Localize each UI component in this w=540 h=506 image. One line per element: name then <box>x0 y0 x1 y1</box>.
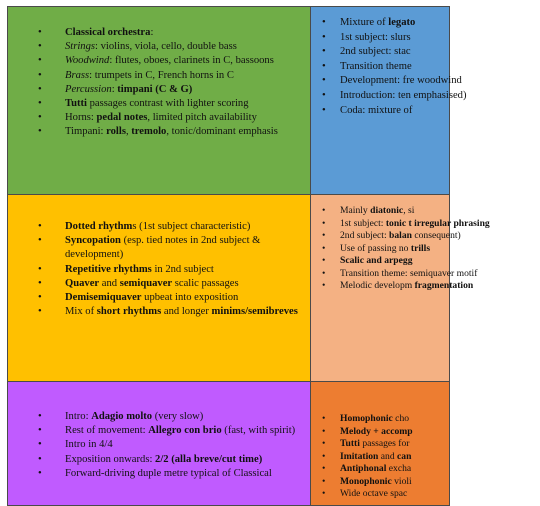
list-item <box>38 263 298 277</box>
item-text: Transition theme: semiquaver motif <box>340 267 478 279</box>
item-text: fragmentation <box>414 280 474 291</box>
item-text: Syncopation <box>65 235 121 247</box>
item-text: Mixture of <box>340 17 389 28</box>
list-item <box>322 242 540 256</box>
bullet-icon: • <box>322 46 326 58</box>
item-text: Transition theme <box>340 60 412 72</box>
instrumentation-list <box>8 26 310 140</box>
bullet-icon: • <box>38 439 42 451</box>
item-text: : flutes, oboes, clarinets in C, bassoons <box>109 55 274 67</box>
item-text: can <box>397 450 412 462</box>
item-text: : <box>150 27 154 38</box>
bullet-icon: • <box>322 475 326 487</box>
cell-tempo-metre <box>7 381 311 506</box>
list-item <box>322 280 540 293</box>
item-text: Monophonic <box>340 475 392 487</box>
item-text: Introduction: ten emphasised) <box>340 89 467 101</box>
bullet-icon: • <box>322 425 326 437</box>
item-text: Homophonic <box>340 413 393 424</box>
item-text: , limited pitch availability <box>147 112 257 124</box>
list-item <box>322 255 540 268</box>
item-text: (very slow) <box>152 411 204 422</box>
bullet-icon: • <box>322 60 326 72</box>
bullet-icon: • <box>322 242 326 254</box>
item-text: and <box>378 450 398 462</box>
bullet-icon: • <box>322 205 326 216</box>
list-item <box>322 89 540 104</box>
bullet-icon: • <box>38 55 42 67</box>
list-item <box>38 277 298 291</box>
bullet-icon: • <box>322 104 326 116</box>
bullet-icon: • <box>38 263 42 275</box>
bullet-icon: • <box>38 411 42 422</box>
list-item <box>322 463 540 476</box>
list-item <box>38 467 298 481</box>
bullet-icon: • <box>322 267 326 279</box>
item-text: Dotted rhythm <box>65 221 133 232</box>
item-text: Intro in 4/4 <box>65 439 113 451</box>
bullet-icon: • <box>322 17 326 28</box>
item-text: Mainly <box>340 205 371 216</box>
list-item <box>38 111 298 125</box>
bullet-icon: • <box>322 438 326 449</box>
list-item <box>322 488 540 501</box>
item-text: passages for <box>359 438 410 449</box>
bullet-icon: • <box>322 75 326 87</box>
list-item <box>322 104 540 119</box>
list-item <box>322 205 540 218</box>
item-text: pedal notes <box>96 112 148 124</box>
item-text: excha <box>386 463 412 474</box>
list-item <box>38 305 298 319</box>
cell-instrumentation <box>7 6 311 195</box>
item-text: 2nd subject: <box>340 230 390 241</box>
item-text: trills <box>410 242 431 254</box>
item-text: irregular phrasing <box>414 217 490 229</box>
bullet-icon: • <box>38 425 42 437</box>
item-text: Strings <box>65 41 96 53</box>
item-text: short rhythms <box>96 306 162 318</box>
item-text: Wide octave spac <box>340 488 408 499</box>
list-item <box>322 230 540 243</box>
item-text: Scalic and arpegg <box>340 255 413 266</box>
item-text: : <box>111 83 118 95</box>
bullet-icon: • <box>38 292 42 304</box>
item-text: Classical orchestra <box>65 27 151 38</box>
item-text: Adagio molto <box>91 411 153 422</box>
item-text: Rest of movement: <box>65 425 149 437</box>
list-item <box>322 45 540 60</box>
list-item <box>322 413 540 426</box>
list-item <box>38 40 298 54</box>
list-item <box>38 291 298 305</box>
item-text: 1st subject: <box>340 217 386 229</box>
bullet-icon: • <box>38 221 42 232</box>
list-item <box>322 450 540 464</box>
list-item <box>38 26 298 40</box>
item-text: scalic passages <box>172 277 239 289</box>
item-text: Melody + accomp <box>340 425 413 437</box>
bullet-icon: • <box>38 453 42 465</box>
list-item <box>322 425 540 439</box>
item-text: Allegro con brio <box>148 425 222 437</box>
melody-list <box>311 205 540 293</box>
bullet-icon: • <box>322 280 326 291</box>
bullet-icon: • <box>322 463 326 474</box>
item-text: Development: fre woodwind <box>340 75 462 87</box>
list-item <box>38 220 298 234</box>
item-text: Forward-driving duple metre typical of Classical <box>65 467 272 479</box>
list-item <box>38 54 298 68</box>
list-item <box>322 267 540 281</box>
item-text: Exposition onwards: <box>65 453 156 465</box>
item-text: 2/2 (alla breve/cut time) <box>155 453 263 465</box>
bullet-icon: • <box>38 27 42 38</box>
item-text: Intro: <box>65 411 92 422</box>
cell-articulation <box>310 6 467 195</box>
bullet-icon: • <box>38 69 42 81</box>
list-item <box>322 438 540 451</box>
item-text: Repetitive rhythms <box>65 263 152 275</box>
item-text: Mix of <box>65 306 97 318</box>
list-item <box>322 475 540 489</box>
item-text: legato <box>388 17 416 28</box>
texture-list <box>311 413 540 501</box>
item-text: : trumpets in C, French horns in C <box>89 69 234 81</box>
item-text: minims/semibreves <box>211 306 298 318</box>
item-text: rolls <box>106 126 126 138</box>
item-text: 2nd subject: stac <box>340 46 411 58</box>
item-text: violi <box>391 475 412 487</box>
bullet-icon: • <box>322 31 326 43</box>
item-text: Antiphonal <box>340 463 387 474</box>
item-text: Tutti <box>340 438 360 449</box>
item-text: Woodwind <box>65 55 110 67</box>
bullet-icon: • <box>38 235 42 247</box>
item-text: Coda: mixture of <box>340 104 413 116</box>
item-text: : violins, viola, cello, double bass <box>95 41 237 53</box>
item-text: in 2nd subject <box>151 263 214 275</box>
bullet-icon: • <box>38 467 42 479</box>
bullet-icon: • <box>322 217 326 229</box>
item-text: consequent) <box>411 230 461 241</box>
articulation-list <box>311 16 540 118</box>
item-text: diatonic <box>370 205 404 216</box>
bullet-icon: • <box>322 255 326 266</box>
item-text: Timpani: <box>65 126 107 138</box>
item-text: and <box>99 277 120 289</box>
item-text: Horns: <box>65 112 97 124</box>
list-item <box>322 60 540 75</box>
bullet-icon: • <box>38 41 42 53</box>
item-text: cho <box>392 413 410 424</box>
item-text: tremolo <box>131 126 167 138</box>
item-text: , <box>125 126 132 138</box>
list-item <box>38 69 298 83</box>
bullet-icon: • <box>38 112 42 124</box>
item-text: semiquaver <box>119 277 173 289</box>
cell-melody <box>310 194 490 382</box>
list-item <box>38 125 298 139</box>
list-item <box>38 234 298 262</box>
item-text: tonic t <box>385 217 412 229</box>
list-item <box>38 424 298 438</box>
item-text: Tutti <box>65 98 87 110</box>
item-text: upbeat into exposition <box>141 292 239 304</box>
item-text: Brass <box>65 69 90 81</box>
cell-rhythm <box>7 194 311 382</box>
list-item <box>322 74 540 89</box>
bullet-icon: • <box>38 306 42 318</box>
list-item <box>322 31 540 46</box>
item-text: , si <box>403 205 415 216</box>
list-item <box>322 16 540 31</box>
list-item <box>322 217 540 231</box>
bullet-icon: • <box>38 126 42 138</box>
item-text: timpani (C & G) <box>117 83 193 95</box>
tempo-metre-list <box>8 410 310 481</box>
bullet-icon: • <box>322 450 326 462</box>
item-text: Demisemiquaver <box>65 292 142 304</box>
item-text: balan <box>389 230 412 241</box>
list-item <box>38 410 298 424</box>
item-text: 1st subject: slurs <box>340 31 411 43</box>
item-text: Quaver <box>65 277 100 289</box>
list-item <box>38 97 298 111</box>
item-text: Imitation <box>340 450 379 462</box>
item-text: passages contrast with lighter scoring <box>86 98 249 110</box>
item-text: Melodic developm <box>340 280 415 291</box>
item-text: Use of passing no <box>340 242 411 254</box>
item-text: (esp. tied notes in 2nd subject & development) <box>65 235 261 261</box>
item-text: Percussion <box>65 83 112 95</box>
bullet-icon: • <box>322 230 326 241</box>
bullet-icon: • <box>38 98 42 110</box>
bullet-icon: • <box>38 83 42 95</box>
bullet-icon: • <box>322 89 326 101</box>
list-item <box>38 453 298 467</box>
bullet-icon: • <box>322 488 326 499</box>
list-item <box>38 438 298 452</box>
item-text: , tonic/dominant emphasis <box>166 126 278 138</box>
bullet-icon: • <box>322 413 326 424</box>
item-text: s (1st subject characteristic) <box>132 221 251 232</box>
item-text: and longer <box>161 306 212 318</box>
bullet-icon: • <box>38 277 42 289</box>
rhythm-list <box>8 220 310 319</box>
list-item <box>38 83 298 97</box>
item-text: (fast, with spirit) <box>221 425 296 437</box>
cell-texture <box>310 381 450 506</box>
